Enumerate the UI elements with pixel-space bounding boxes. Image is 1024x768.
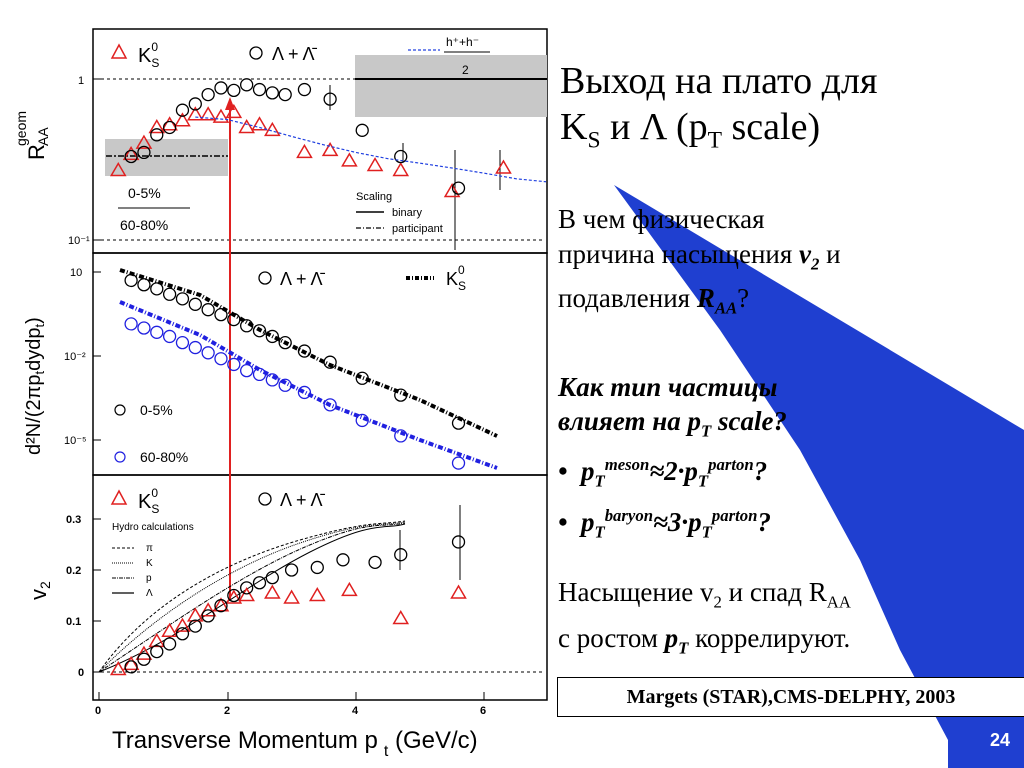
raa-ylabel: R [24,144,49,160]
bullet-meson: • $p_T^{meson}\approx 2\cdot p_T^{parton}$? [558,455,768,491]
v2-legend-ks: $K_S0$ [138,486,160,516]
slide-title: Выход на плато для $K_S$ и Λ ($p_T$ scale) [560,60,878,154]
raa-legend-hadrons: h⁺+h⁻ [446,35,480,49]
raa-legend-hadrons-den: 2 [462,63,469,77]
spectra-ylabel: d²N/$(2\pi p_tdydp_t)$ [23,317,47,455]
raa-ylabel-sub: AA [35,127,51,146]
v2-legend-lambda: Λ + Λ̄ [280,490,323,510]
v2-ylabel: v2 [26,581,53,600]
page-number: 24 [990,730,1011,750]
bullet-baryon: • $p_T^{baryon}\approx 3\cdot p_T^{parton}$? [558,505,771,542]
xaxis-label: Transverse Momentum p $_t$ (GeV/c) [112,727,478,760]
centrality-top: 0-5% [128,185,161,201]
hydro-p: p [146,573,152,584]
centrality-bottom: 60-80% [120,217,169,233]
spectra-ytick-1: 10 [70,267,83,279]
raa-ylabel-sup: geom [13,110,29,146]
raa-ytick-1: 1 [78,75,85,87]
spectra-ytick-2: 10⁻² [64,351,86,363]
scaling-binary: binary [392,207,422,219]
xtick-0: 0 [95,705,102,717]
scaling-title: Scaling [356,191,393,203]
how-block: Как тип частицы влияет на $p_T$ scale? • $p_T^{meson}\approx 2\cdot p_T^{parton}$? • $p_T^{baryon}\approx 3\cdot p_T^{parton}$? [558,370,787,549]
question-block: В чем физическая причина насыщения $v_2$ и подавления $R_{AA}$? [558,204,841,318]
xtick-2: 2 [224,705,231,717]
xtick-4: 4 [352,705,359,717]
spectra-legend-ks: $K_S0$ [446,263,467,293]
raa-legend-lambda: Λ + Λ̄ [272,44,315,64]
v2-ytick-0: 0 [78,667,85,679]
scaling-participant: participant [392,223,443,235]
reference-box: Margets (STAR),CMS-DELPHY, 2003 [557,677,1024,717]
spectra-legend-central: 0-5% [140,402,173,418]
spectra-legend-peripheral: 60-80% [140,449,189,465]
raa-ytick-2: 10⁻¹ [68,235,90,247]
hydro-pi: π [146,543,153,554]
conclusion-block: Насыщение $v_2$ и спад $R_{AA}$ с ростом $p_T$ коррелируют. [558,577,851,658]
xtick-6: 6 [480,705,487,717]
v2-ytick-3: 0.3 [66,514,82,526]
spectra-ytick-3: 10⁻⁵ [64,435,87,447]
hydro-k: K [146,558,153,569]
hydro-title: Hydro calculations [112,522,194,533]
hydro-lambda: Λ [146,588,153,599]
raa-legend-ks: $K_S0$ [138,40,160,70]
v2-ytick-2: 0.2 [66,565,82,577]
v2-ytick-1: 0.1 [66,616,82,628]
spectra-legend-lambda: Λ + Λ̄ [280,269,323,289]
